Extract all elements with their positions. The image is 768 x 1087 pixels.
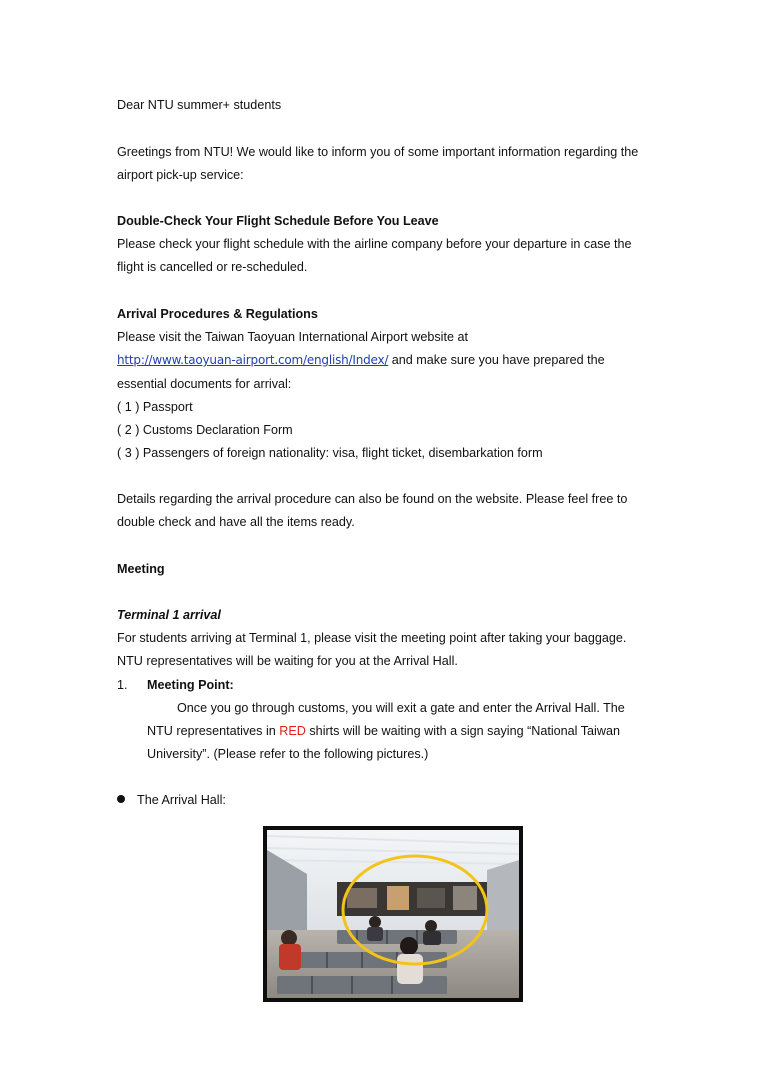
meeting-point-title: Meeting Point: xyxy=(147,678,234,692)
flight-text-2: flight is cancelled or re-scheduled. xyxy=(117,260,308,274)
document-item-customs: ( 2 ) Customs Declaration Form xyxy=(117,423,293,437)
terminal-text-1: For students arriving at Terminal 1, please visit the meeting point after taking your baggage. xyxy=(117,631,627,645)
section-heading-arrival: Arrival Procedures & Regulations xyxy=(117,307,318,321)
details-text-1: Details regarding the arrival procedure can also be found on the website. Please feel free to xyxy=(117,492,628,506)
meeting-para-1: Once you go through customs, you will exit a gate and enter the Arrival Hall. The xyxy=(177,701,625,715)
arrival-link-line xyxy=(117,352,605,368)
red-shirts-highlight: RED xyxy=(279,724,306,738)
meeting-para-2 xyxy=(147,723,620,739)
document-item-visa: ( 3 ) Passengers of foreign nationality: visa, flight ticket, disembarkation form xyxy=(117,446,543,460)
airport-website-link[interactable]: http://www.taoyuan-airport.com/english/Index/ xyxy=(117,353,389,367)
section-heading-flight: Double-Check Your Flight Schedule Before You Leave xyxy=(117,214,439,228)
arrival-text-2: and make sure you have prepared the xyxy=(388,353,605,367)
meeting-para-3: University”. (Please refer to the following pictures.) xyxy=(147,747,429,761)
section-heading-meeting: Meeting xyxy=(117,562,165,576)
arrival-text-1: Please visit the Taiwan Taoyuan International Airport website at xyxy=(117,330,468,344)
arrival-hall-photo xyxy=(263,826,523,1002)
terminal-1-subheading: Terminal 1 arrival xyxy=(117,608,221,622)
details-text-2: double check and have all the items ready. xyxy=(117,515,355,529)
greeting-line-2: airport pick-up service: xyxy=(117,168,244,182)
arrival-hall-image xyxy=(267,830,519,998)
arrival-hall-label: The Arrival Hall: xyxy=(137,793,226,807)
arrival-text-3: essential documents for arrival: xyxy=(117,377,292,391)
flight-text-1: Please check your flight schedule with the airline company before your departure in case the xyxy=(117,237,632,251)
terminal-text-2: NTU representatives will be waiting for you at the Arrival Hall. xyxy=(117,654,458,668)
bullet-icon xyxy=(117,795,125,803)
meeting-para-2b: shirts will be waiting with a sign saying “National Taiwan xyxy=(305,724,620,738)
salutation: Dear NTU summer+ students xyxy=(117,98,282,112)
document-item-passport: ( 1 ) Passport xyxy=(117,400,193,414)
greeting-line-1: Greetings from NTU! We would like to inform you of some important information regarding the xyxy=(117,145,639,159)
arrival-hall-bullet xyxy=(117,792,226,808)
list-number: 1. xyxy=(117,678,128,692)
meeting-para-2a: NTU representatives in xyxy=(147,724,280,738)
